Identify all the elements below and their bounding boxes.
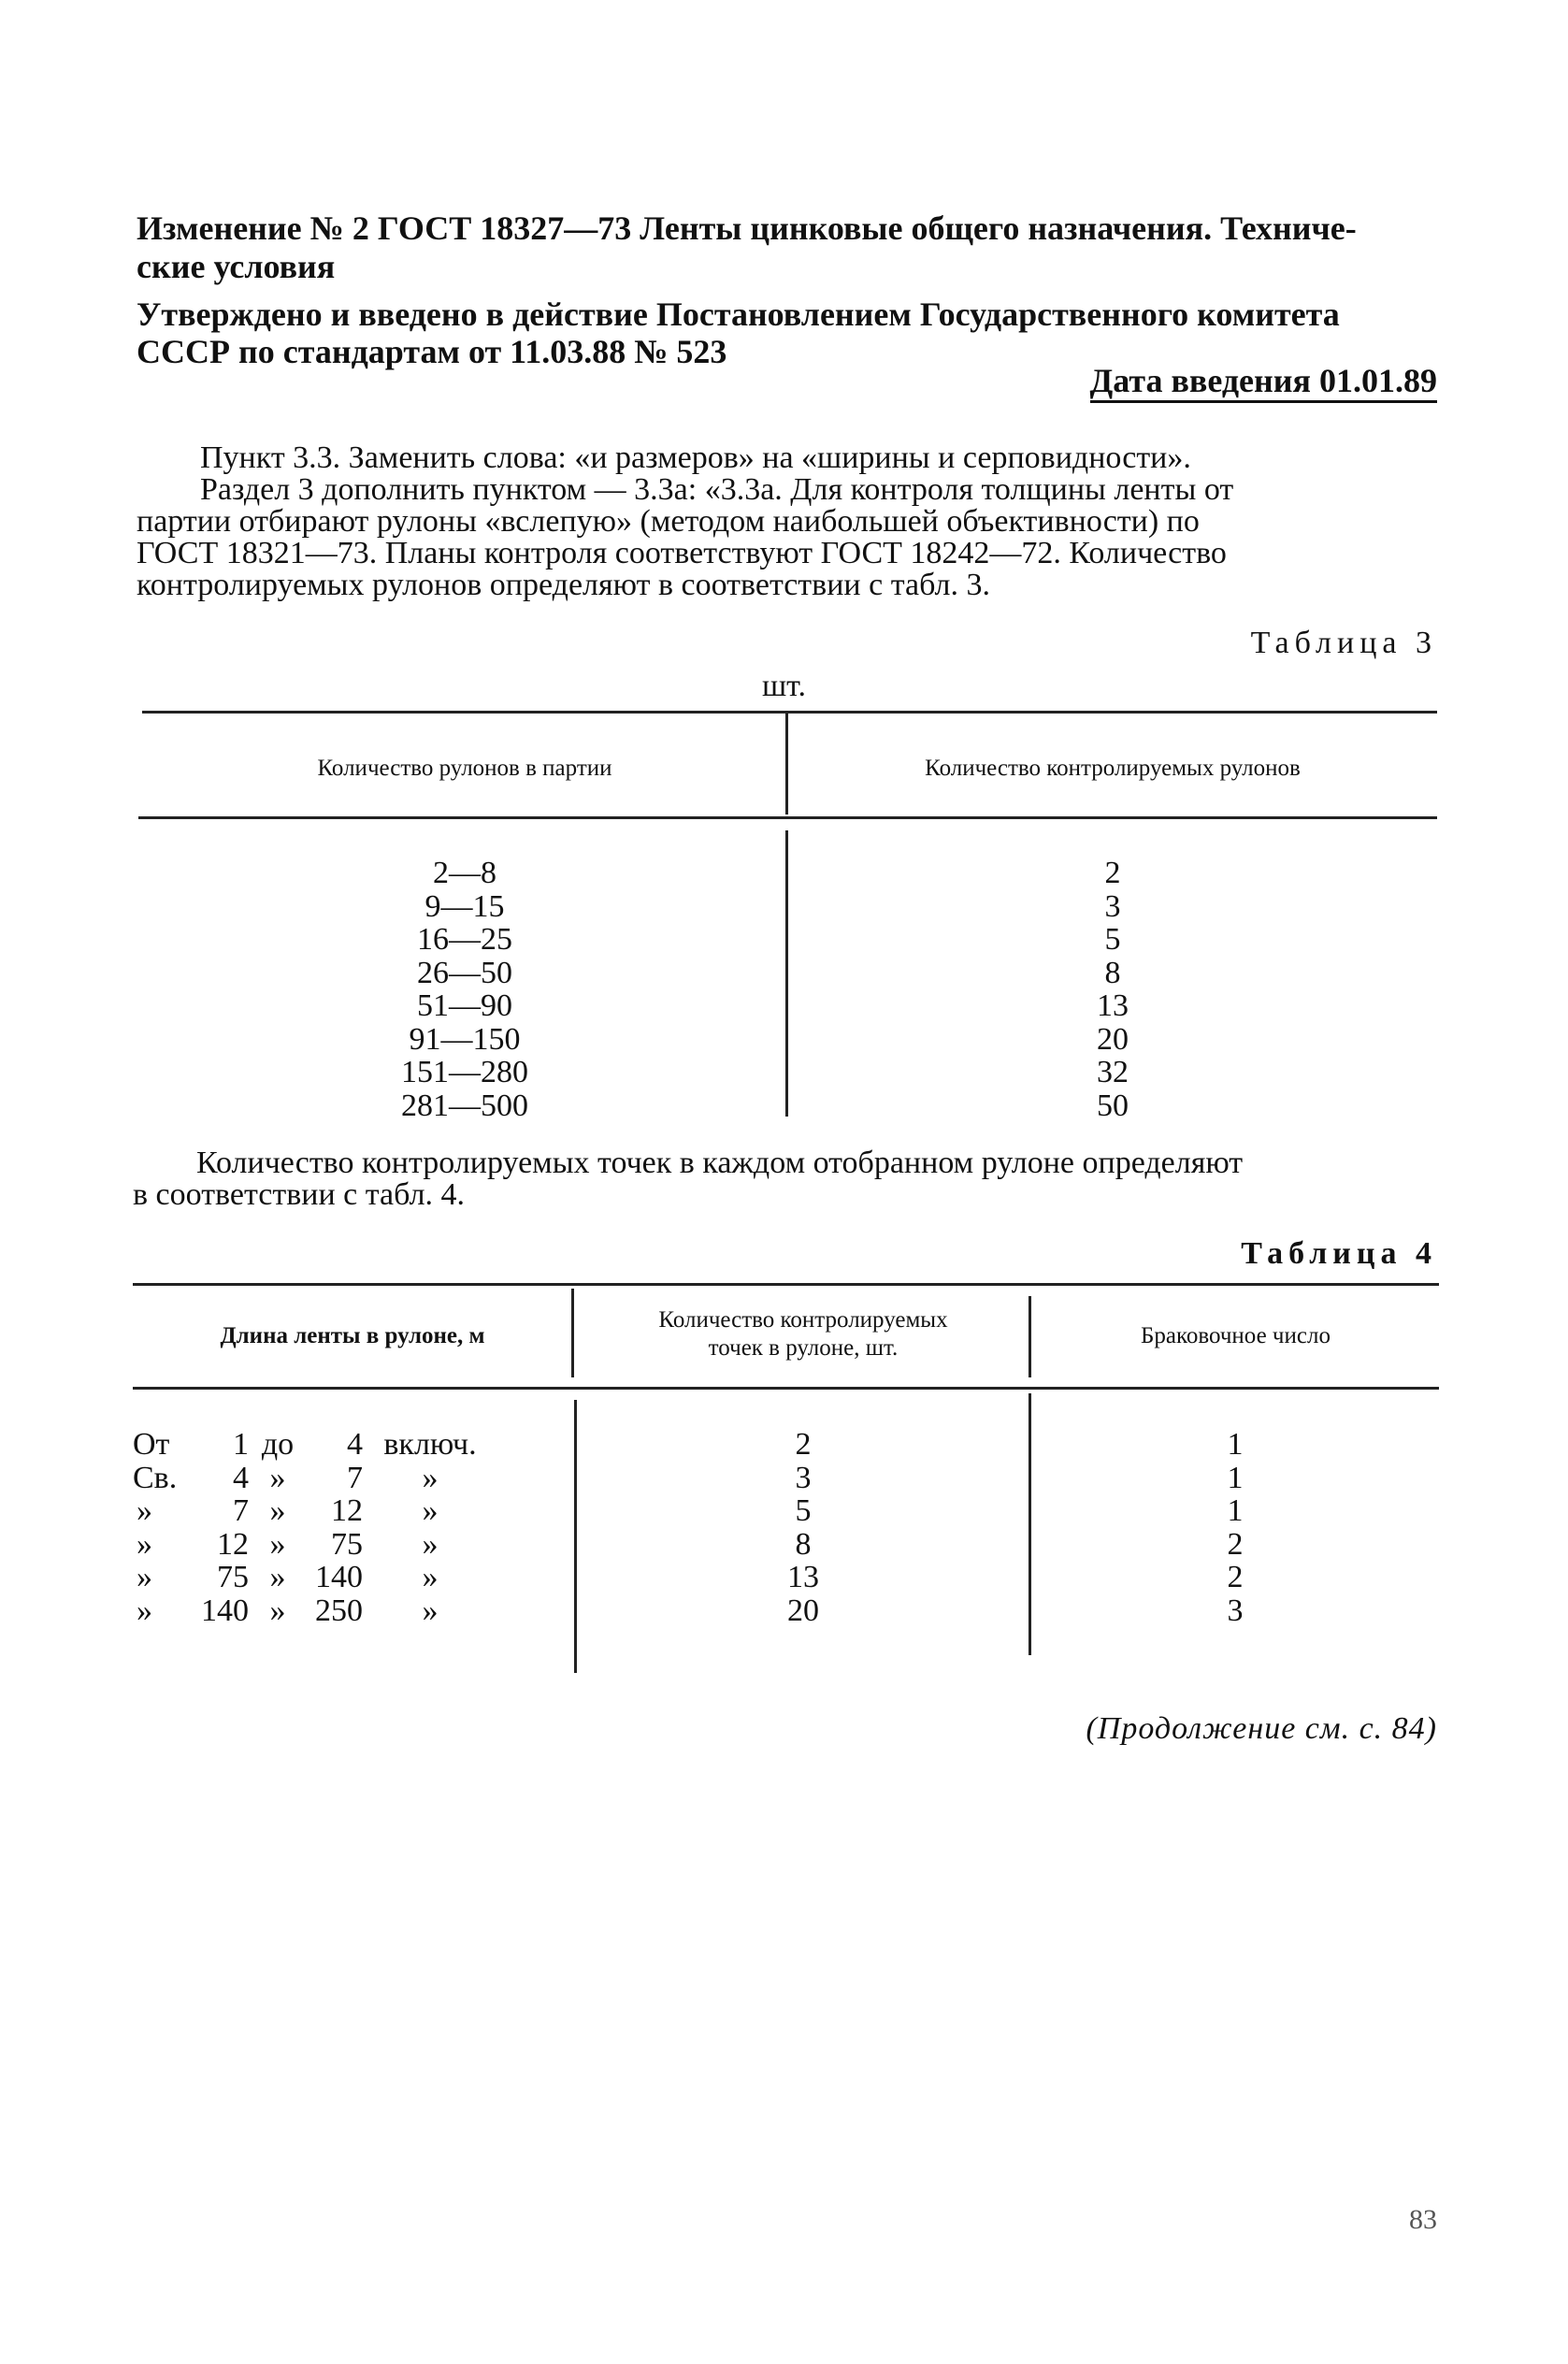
table4-length-suffix: » xyxy=(422,1560,439,1594)
table4-caption: Таблица 4 xyxy=(1241,1236,1437,1271)
table4-reject-column xyxy=(1031,1428,1439,1627)
table4-length-to: 4 xyxy=(347,1427,363,1462)
table4-length-prefix: » xyxy=(137,1593,152,1628)
table4-length-from: 140 xyxy=(201,1593,249,1628)
table3-unit: шт. xyxy=(762,669,806,703)
table4-length-to: 12 xyxy=(331,1493,363,1528)
table4-length-from: 75 xyxy=(217,1560,249,1594)
table4-header-reject: Браковочное число xyxy=(1141,1323,1331,1348)
table3-controlled-cell: 3 xyxy=(1104,888,1121,924)
table3-controlled-cell: 50 xyxy=(1097,1088,1129,1123)
table3-top-rule xyxy=(142,711,1437,714)
table4-length-suffix: » xyxy=(422,1593,439,1628)
table3-controlled-cell: 13 xyxy=(1097,988,1129,1023)
table4-length-to: 140 xyxy=(315,1560,363,1594)
table3-batch-cell: 26—50 xyxy=(417,955,512,990)
table4-header-divider-1 xyxy=(571,1289,574,1377)
table4-length-sep: » xyxy=(269,1460,286,1495)
table4-reject-cell: 1 xyxy=(1227,1427,1244,1462)
table4-points-cell: 13 xyxy=(787,1560,819,1594)
table4-length-sep: до xyxy=(261,1427,295,1462)
table4-length-sep: » xyxy=(269,1493,286,1528)
paragraph-points-line2: в соответствии с табл. 4. xyxy=(133,1177,466,1212)
table3-header-batch: Количество рулонов в партии xyxy=(317,756,612,781)
table4-points-cell: 8 xyxy=(795,1526,812,1562)
table3-controlled-cell: 2 xyxy=(1104,856,1121,890)
table4-header-length: Длина ленты в рулоне, м xyxy=(220,1323,485,1348)
table3-controlled-cell: 32 xyxy=(1097,1055,1129,1089)
table3-header-controlled: Количество контролируемых рулонов xyxy=(925,756,1301,781)
table4-length-suffix: » xyxy=(422,1493,439,1528)
table4-length-from-col xyxy=(193,1428,249,1627)
table3-batch-cell: 16—25 xyxy=(417,922,512,957)
table4-length-to: 75 xyxy=(331,1526,363,1562)
table4-length-from: 7 xyxy=(233,1493,249,1528)
table3-batch-cell: 9—15 xyxy=(424,888,505,924)
table4-reject-cell: 2 xyxy=(1227,1526,1244,1562)
table3-header-divider xyxy=(785,714,788,814)
effective-date xyxy=(1090,361,1438,403)
amendment-title-line1: Изменение № 2 ГОСТ 18327—73 Ленты цинковые общего назначения. Техниче- xyxy=(137,209,1357,247)
table4-length-prefix-col xyxy=(133,1428,177,1627)
table4-reject-cell: 1 xyxy=(1227,1460,1244,1495)
table4-length-to: 7 xyxy=(347,1460,363,1495)
paragraph-3-3a-line1: Раздел 3 дополнить пунктом — 3.3а: «3.3а. Для контроля толщины ленты от xyxy=(200,472,1234,507)
table3-batch-cell: 91—150 xyxy=(409,1021,521,1057)
approval-line2: СССР по стандартам от 11.03.88 № 523 xyxy=(137,333,727,370)
table3-batch-cell: 2—8 xyxy=(433,856,496,890)
continuation-note: (Продолжение см. с. 84) xyxy=(1086,1711,1437,1746)
paragraph-point-3-3: Пункт 3.3. Заменить слова: «и размеров» на «ширины и серповидности». xyxy=(200,440,1191,475)
table3-caption: Таблица 3 xyxy=(1250,626,1437,660)
table4-reject-cell: 2 xyxy=(1227,1560,1244,1594)
effective-date-label: Дата введения xyxy=(1089,362,1311,399)
table4-length-prefix: » xyxy=(137,1526,152,1562)
table4-length-suffix: включ. xyxy=(383,1427,477,1462)
table4-length-to-col xyxy=(305,1428,363,1627)
table4-reject-cell: 1 xyxy=(1227,1493,1244,1528)
table4-length-sep: » xyxy=(269,1560,286,1594)
table4-points-cell: 2 xyxy=(795,1427,812,1462)
paragraph-3-3a-line3: ГОСТ 18321—73. Планы контроля соответствуют ГОСТ 18242—72. Количество xyxy=(137,536,1227,570)
table4-length-suffix-col xyxy=(374,1428,486,1627)
table4-length-prefix: » xyxy=(137,1560,152,1594)
table4-length-from: 12 xyxy=(217,1526,249,1562)
table4-header-divider-2 xyxy=(1029,1296,1031,1377)
table4-length-sep: » xyxy=(269,1593,286,1628)
table4-length-from: 1 xyxy=(233,1427,249,1462)
table4-length-from: 4 xyxy=(233,1460,249,1495)
table4-length-sep-col xyxy=(254,1428,301,1627)
table3-batch-cell: 281—500 xyxy=(401,1088,528,1123)
table4-header-points-line1: Количество контролируемых xyxy=(658,1307,948,1333)
effective-date-value: 01.01.89 xyxy=(1319,362,1437,399)
table4-points-cell: 3 xyxy=(795,1460,812,1495)
table3-header-rule xyxy=(138,816,1437,819)
paragraph-points-line1: Количество контролируемых точек в каждом отобранном рулоне определяют xyxy=(196,1146,1244,1180)
table4-length-sep: » xyxy=(269,1526,286,1562)
table4-length-suffix: » xyxy=(422,1526,439,1562)
paragraph-3-3a-line2: партии отбирают рулоны «вслепую» (методом наибольшей объективности) по xyxy=(137,504,1200,539)
table3-controlled-cell: 20 xyxy=(1097,1021,1129,1057)
page-number: 83 xyxy=(1409,2204,1437,2235)
paragraph-3-3a-line4: контролируемых рулонов определяют в соответствии с табл. 3. xyxy=(137,568,990,602)
table4-header-points-line2: точек в рулоне, шт. xyxy=(708,1335,899,1361)
table3-controlled-cell: 8 xyxy=(1104,955,1121,990)
table4-length-prefix: » xyxy=(137,1493,152,1528)
table4-reject-cell: 3 xyxy=(1227,1593,1244,1628)
table4-header-rule xyxy=(133,1387,1439,1390)
table4-length-prefix: Св. xyxy=(133,1460,178,1495)
table3-controlled-cell: 5 xyxy=(1104,922,1121,957)
approval-line1: Утверждено и введено в действие Постановлением Государственного комитета xyxy=(137,296,1340,333)
table4-top-rule xyxy=(133,1283,1439,1286)
table4-header-points xyxy=(574,1306,1032,1362)
table4-length-prefix: От xyxy=(133,1427,170,1462)
table4-length-to: 250 xyxy=(315,1593,363,1628)
table4-points-column xyxy=(574,1428,1032,1627)
table3-controlled-column xyxy=(788,857,1437,1122)
table4-length-suffix: » xyxy=(422,1460,439,1495)
amendment-title-line2: ские условия xyxy=(137,248,336,285)
table4-points-cell: 20 xyxy=(787,1593,819,1628)
table3-batch-cell: 151—280 xyxy=(401,1055,528,1089)
table4-points-cell: 5 xyxy=(795,1493,812,1528)
table3-batch-column xyxy=(142,857,787,1122)
table3-batch-cell: 51—90 xyxy=(417,988,512,1023)
